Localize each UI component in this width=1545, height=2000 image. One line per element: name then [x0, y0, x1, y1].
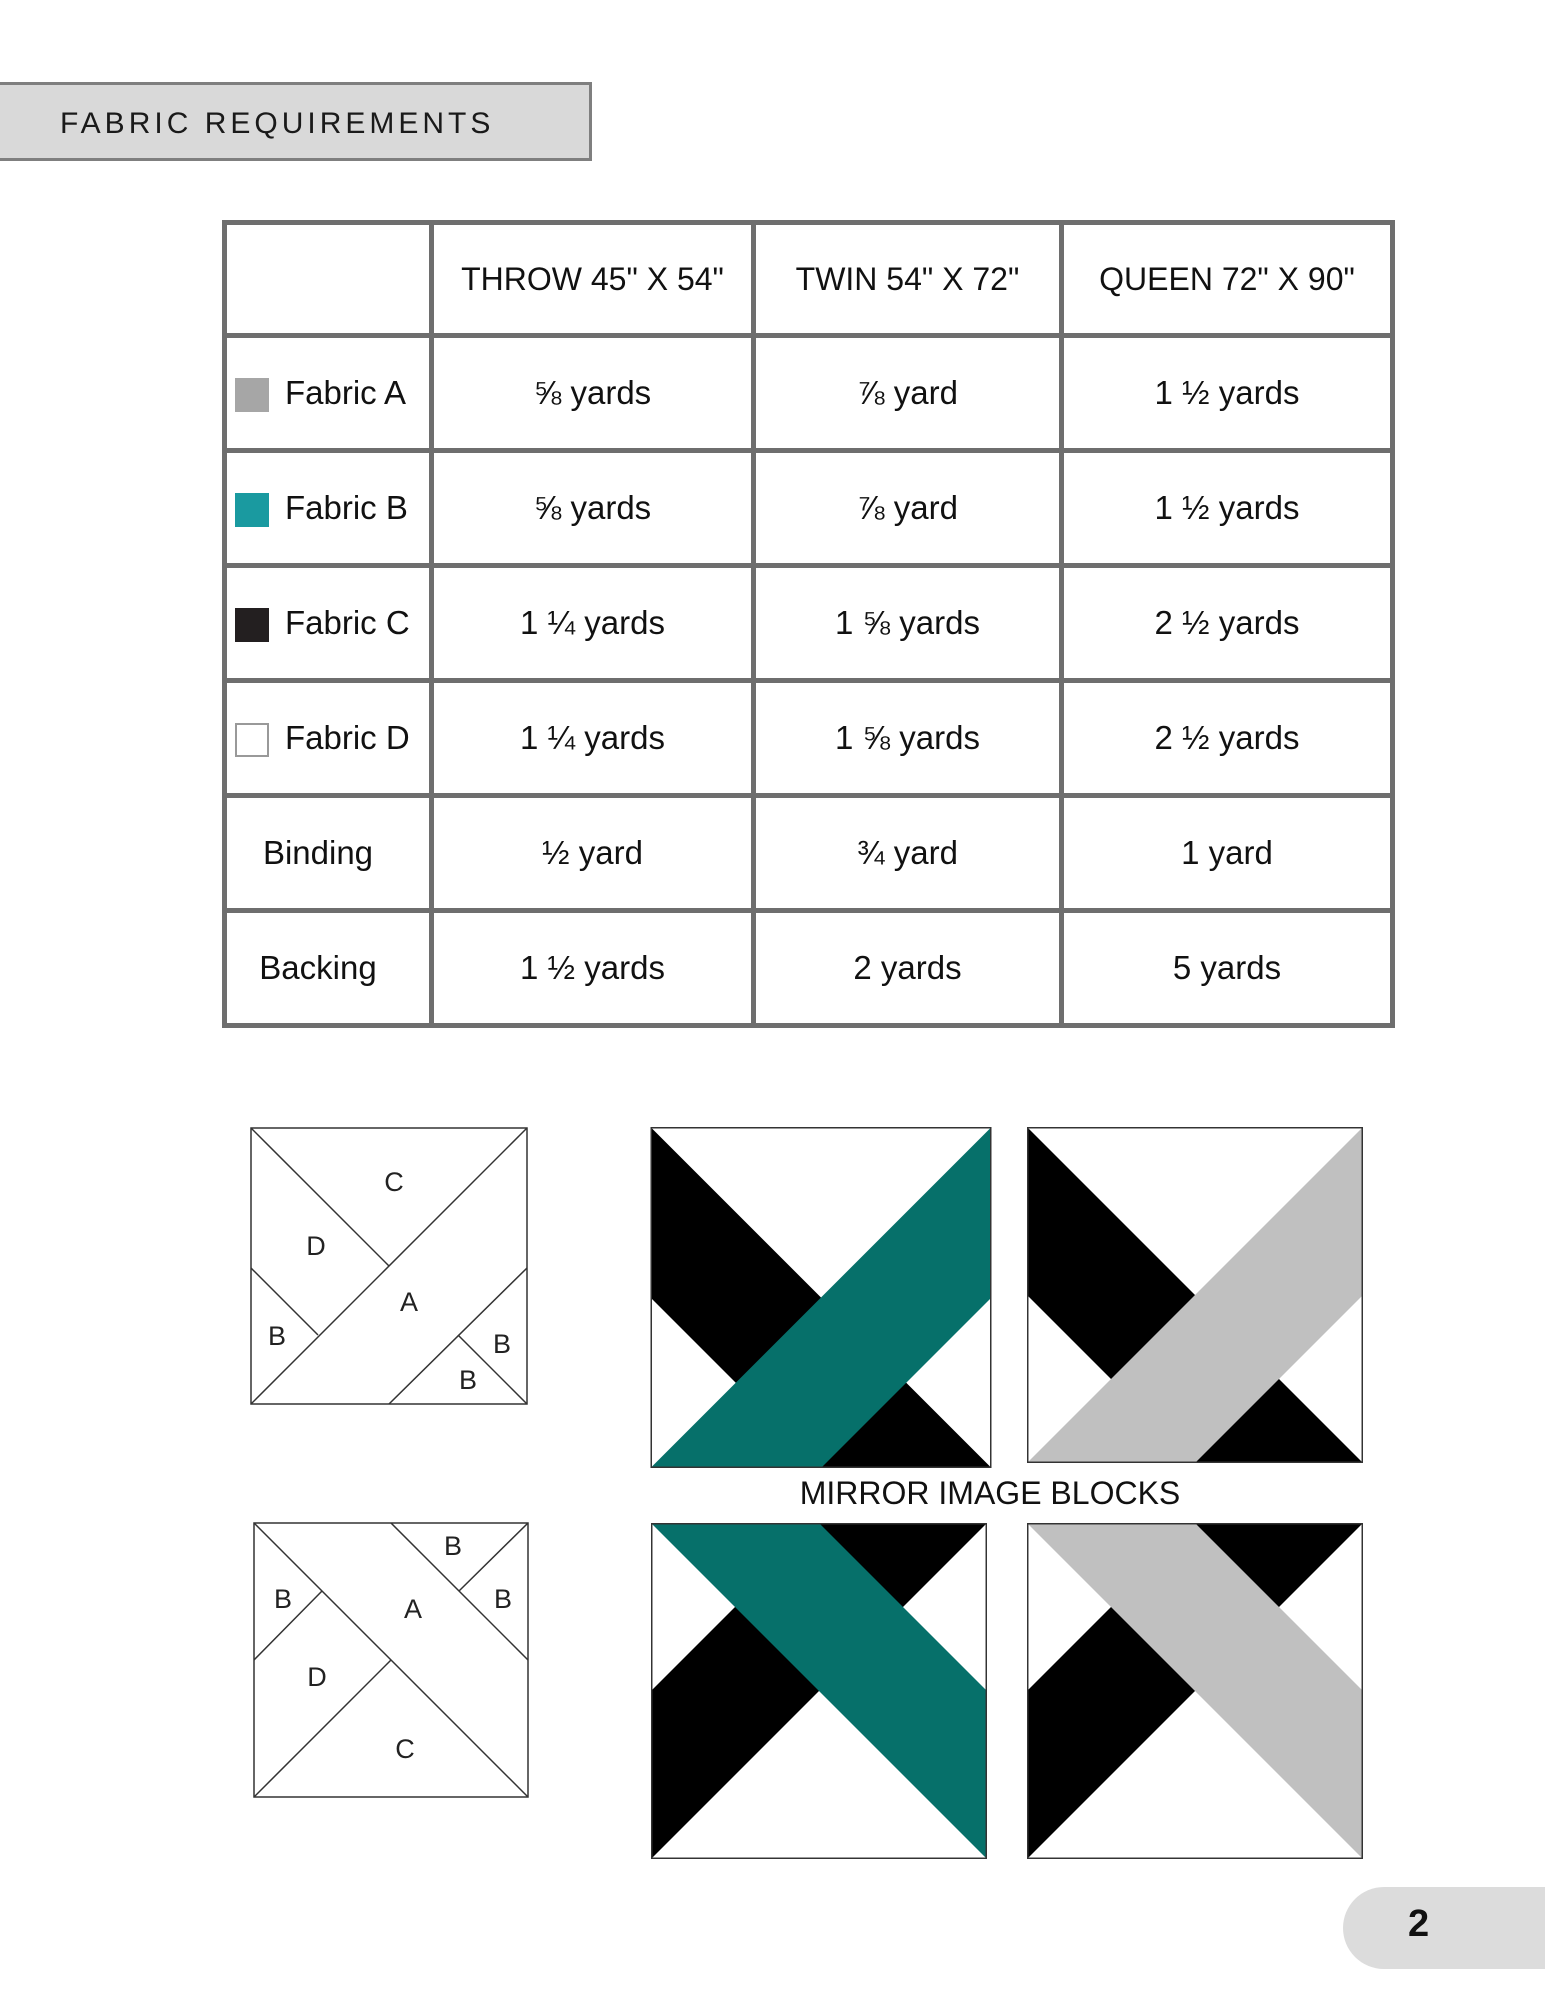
quilt-block-teal-top: [650, 1127, 992, 1468]
table-cell: 5 yards: [1062, 911, 1393, 1026]
fabric-a-swatch-icon: [235, 378, 269, 412]
table-row: [225, 451, 1393, 566]
quilt-block-teal-bottom: [650, 1523, 988, 1859]
table-cell: 2 ½ yards: [1062, 681, 1393, 796]
header-cell-queen: QUEEN 72" X 90": [1062, 223, 1393, 336]
section-header: [0, 82, 592, 161]
diagram-label: B: [267, 1321, 287, 1351]
table-cell: ¾ yard: [754, 796, 1062, 911]
diagram-label: C: [384, 1167, 404, 1197]
diagram-label: C: [395, 1734, 415, 1764]
row-label: Fabric C: [285, 603, 410, 641]
table-row: [225, 566, 1393, 681]
diagram-label: A: [403, 1594, 423, 1624]
table-row: [225, 336, 1393, 451]
table-row: [225, 911, 1393, 1026]
table-cell: 1 ¼ yards: [432, 566, 754, 681]
table-cell: 1 ¼ yards: [432, 681, 754, 796]
table-cell: 1 ½ yards: [1062, 336, 1393, 451]
fabric-c-swatch-icon: [235, 608, 269, 642]
table-cell: ⅝ yards: [432, 336, 754, 451]
fabric-requirements-table: [222, 220, 1395, 1028]
row-label-cell: [225, 566, 432, 681]
fabric-d-swatch-icon: [235, 723, 269, 757]
row-label-cell: [225, 336, 432, 451]
row-label: Fabric A: [285, 373, 407, 411]
table-cell: 2 ½ yards: [1062, 566, 1393, 681]
quilt-block-gray-top: [1026, 1127, 1364, 1463]
table-header-row: [225, 223, 1393, 336]
page-number: 2: [1408, 1903, 1430, 1945]
table-cell: 1 ½ yards: [432, 911, 754, 1026]
table-row: [225, 796, 1393, 911]
diagram-label: B: [458, 1365, 478, 1395]
diagram-label: B: [492, 1329, 512, 1359]
page-number-badge: [1343, 1887, 1545, 1969]
table-cell: ⅝ yards: [432, 451, 754, 566]
diagram-label: B: [443, 1531, 463, 1561]
table-cell: 2 yards: [754, 911, 1062, 1026]
table-cell: 1 ⅝ yards: [754, 681, 1062, 796]
quilt-block-gray-bottom: [1026, 1523, 1364, 1859]
table-cell: ⅞ yard: [754, 451, 1062, 566]
table-row: [225, 681, 1393, 796]
row-label-cell: [225, 911, 432, 1026]
row-label-cell: [225, 796, 432, 911]
diagram-label: D: [306, 1231, 326, 1261]
table-cell: 1 ½ yards: [1062, 451, 1393, 566]
fabric-b-swatch-icon: [235, 493, 269, 527]
header-cell-throw: THROW 45" X 54": [432, 223, 754, 336]
table-cell: ½ yard: [432, 796, 754, 911]
mirror-blocks-title: MIRROR IMAGE BLOCKS: [799, 1475, 1181, 1511]
table-cell: 1 yard: [1062, 796, 1393, 911]
table-cell: 1 ⅝ yards: [754, 566, 1062, 681]
piecing-diagram-top: [250, 1127, 530, 1407]
diagram-label: D: [307, 1662, 327, 1692]
piecing-diagram-bottom: [253, 1522, 531, 1800]
diagram-label: B: [273, 1584, 293, 1614]
header-cell-twin: TWIN 54" X 72": [754, 223, 1062, 336]
section-title: FABRIC REQUIREMENTS: [60, 107, 495, 140]
row-label: Fabric B: [285, 488, 408, 526]
table-cell: ⅞ yard: [754, 336, 1062, 451]
diagram-label: A: [399, 1287, 419, 1317]
header-cell-empty: [225, 223, 432, 336]
row-label-cell: [225, 451, 432, 566]
row-label-cell: [225, 681, 432, 796]
diagram-label: B: [493, 1584, 513, 1614]
row-label: Fabric D: [285, 718, 410, 756]
row-label: Binding: [262, 834, 374, 871]
row-label: Backing: [259, 949, 377, 986]
